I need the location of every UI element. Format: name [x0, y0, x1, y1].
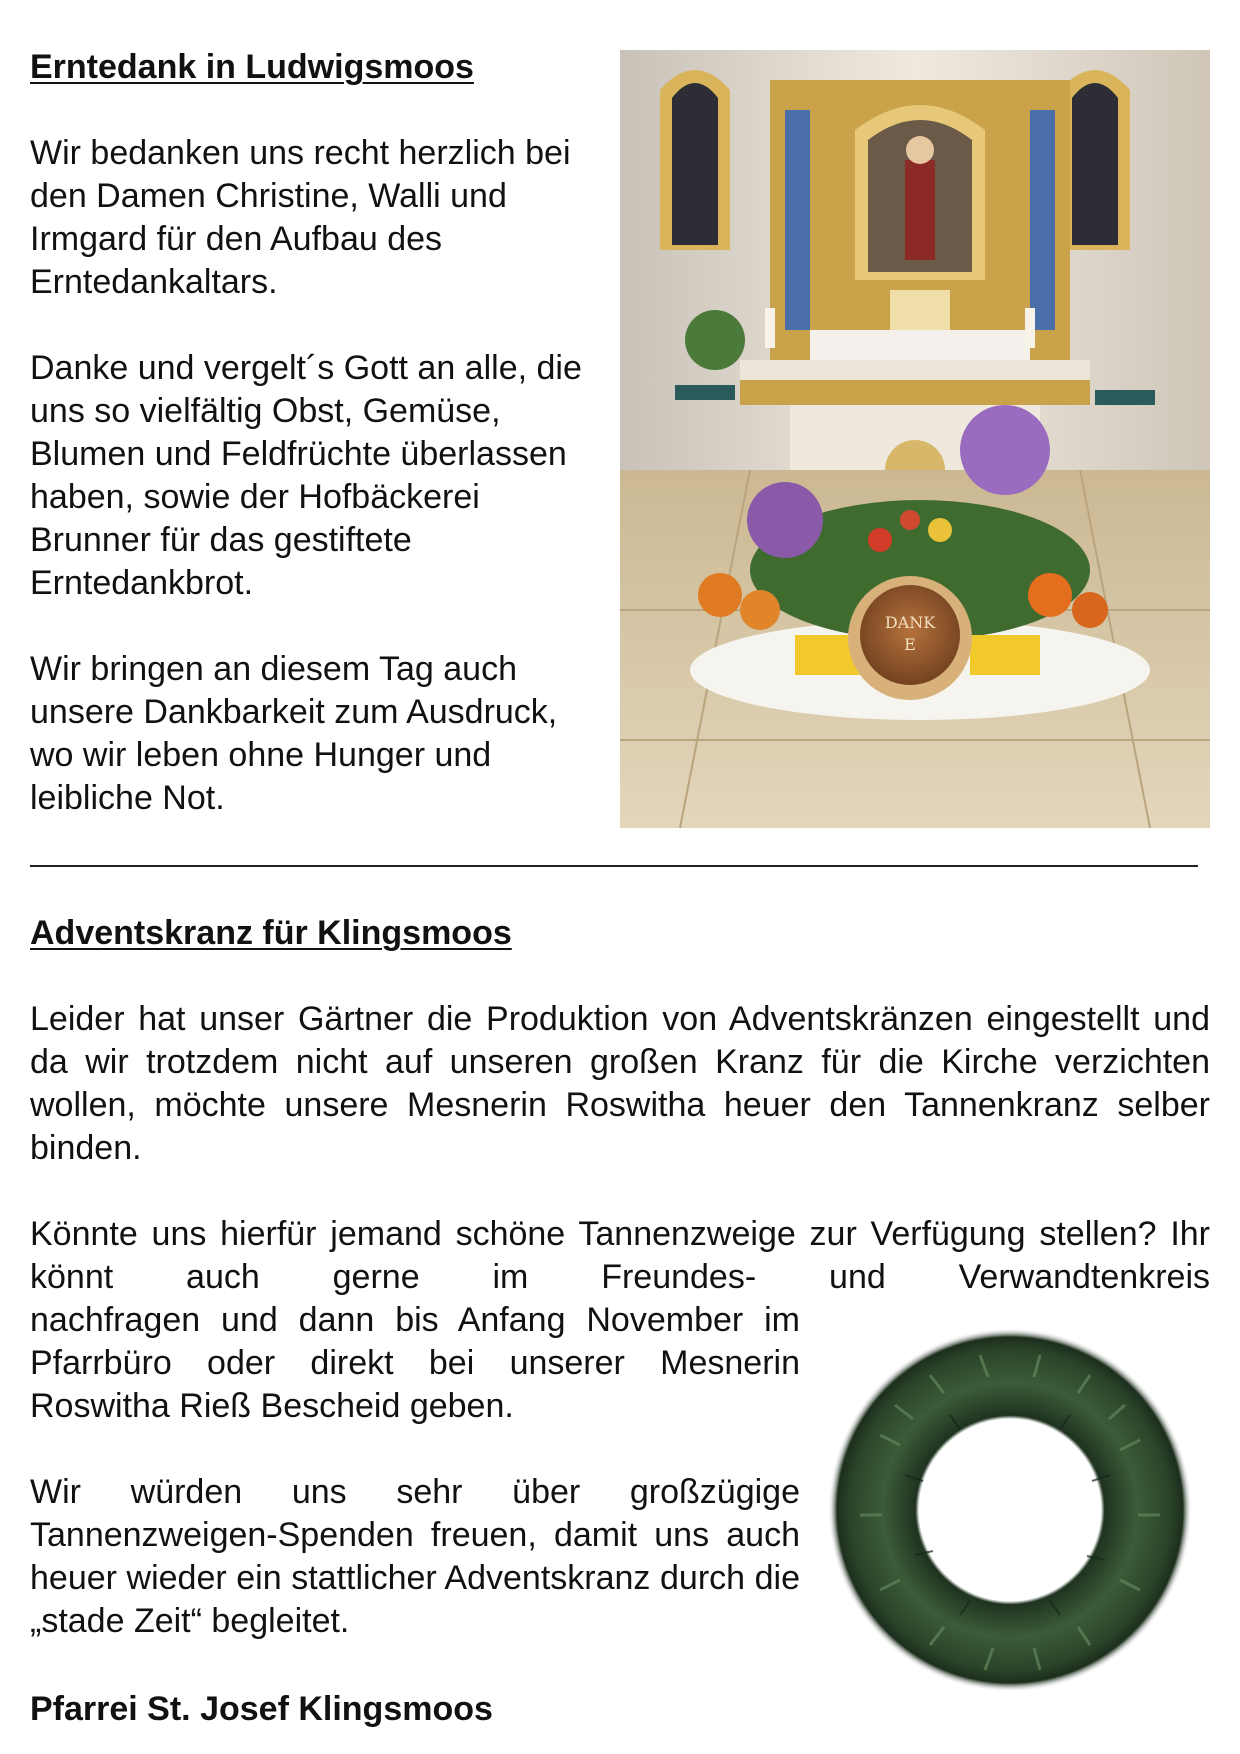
- paragraph-request-rest: nachfragen und dann bis Anfang November im Pfarrbüro oder direkt bei unserer Mesnerin Roswitha Rieß Bescheid geben.: [30, 1301, 800, 1425]
- bread-inscription-dank: DANK: [884, 613, 936, 632]
- section-adventskranz-narrow: [30, 1299, 800, 1643]
- paragraph-donations: Wir würden uns sehr über großzügige Tannenzweigen-Spenden freuen, damit uns auch heuer wieder ein stattlicher Adventskranz durch die „stade Zeit“ begleitet.: [30, 1473, 800, 1640]
- bread-inscription-e: E: [904, 635, 916, 654]
- advent-wreath-photo: [820, 1325, 1200, 1695]
- paragraph-thanks-donors: Danke und vergelt´s Gott an alle, die uns so vielfältig Obst, Gemüse, Blumen und Feldfrüchte überlassen haben, sowie der Hofbäckerei Brunner für das gestiftete Erntedankbrot.: [30, 349, 582, 602]
- heading-erntedank: Erntedank in Ludwigsmoos: [30, 48, 474, 86]
- section-adventskranz-full-width: [30, 998, 1210, 1299]
- section-divider: [30, 865, 1198, 867]
- heading-adventskranz: Adventskranz für Klingsmoos: [30, 914, 512, 952]
- signature-parish: Pfarrei St. Josef Klingsmoos: [30, 1690, 493, 1728]
- harvest-altar-photo: [620, 50, 1210, 828]
- paragraph-gratitude: Wir bringen an diesem Tag auch unsere Dankbarkeit zum Ausdruck, wo wir leben ohne Hunger und leibliche Not.: [30, 650, 558, 817]
- potted-plant: [685, 310, 745, 370]
- paragraph-thanks-ladies: Wir bedanken uns recht herzlich bei den Damen Christine, Walli und Irmgard für den Aufbau des Erntedankaltars.: [30, 134, 571, 301]
- stool-left: [675, 385, 735, 400]
- stool-right: [1095, 390, 1155, 405]
- section-erntedank: [30, 46, 605, 820]
- paragraph-request-start: Könnte uns hierfür jemand schöne Tannenzweige zur Verfügung stellen? Ihr könnt auch gerne im Freundes- und Verwandtenkreis: [30, 1215, 1210, 1296]
- church-window-right: [1060, 70, 1130, 250]
- church-window-left: [660, 70, 730, 250]
- paragraph-gardener: Leider hat unser Gärtner die Produktion von Adventskränzen eingestellt und da wir trotzdem nicht auf unseren großen Kranz für die Kirche verzichten wollen, möchte unsere Mesnerin Roswitha heuer den Tannenkranz selber binden.: [30, 1000, 1210, 1167]
